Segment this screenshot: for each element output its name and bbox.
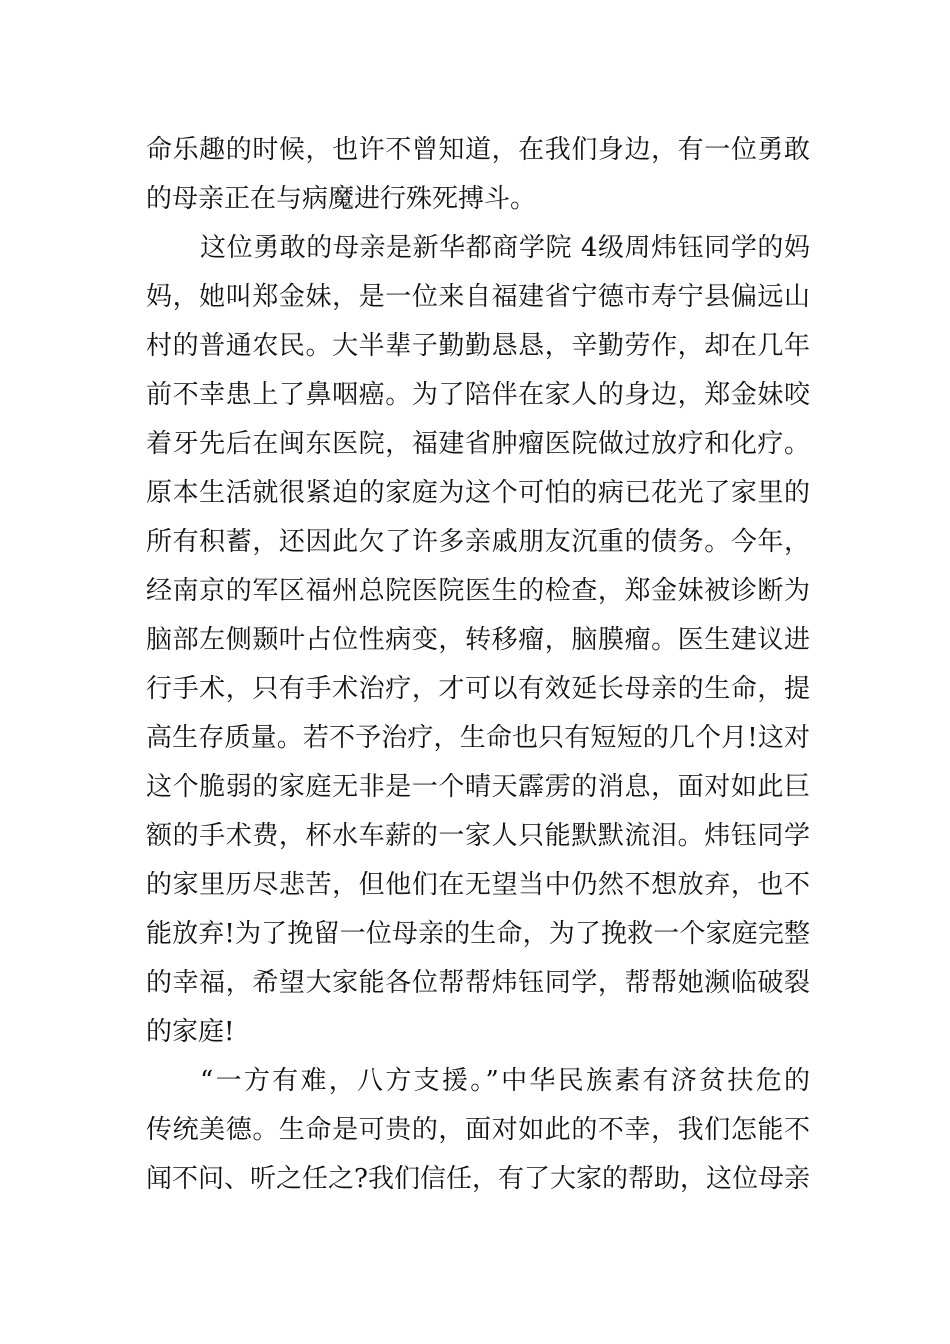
text-line: 所有积蓄，还因此欠了许多亲戚朋友沉重的债务。今年， — [146, 527, 810, 557]
text-line: 经南京的军区福州总院医院医生的检查，郑金妹被诊断为 — [146, 576, 810, 606]
text-line: 命乐趣的时候，也许不曾知道，在我们身边，有一位勇敢 — [146, 135, 810, 165]
text-line: 脑部左侧颞叶占位性病变，转移瘤，脑膜瘤。医生建议进 — [146, 625, 810, 655]
text-line: 村的普通农民。大半辈子勤勤恳恳，辛勤劳作，却在几年 — [146, 331, 810, 361]
text-line: 的母亲正在与病魔进行殊死搏斗。 — [146, 184, 537, 214]
text-line: 闻不问、听之任之?我们信任，有了大家的帮助，这位母亲 — [146, 1164, 810, 1194]
text-line: 的家里历尽悲苦，但他们在无望当中仍然不想放弃，也不 — [146, 870, 810, 900]
text-line: 高生存质量。若不予治疗，生命也只有短短的几个月!这对 — [146, 723, 810, 753]
text-line: 传统美德。生命是可贵的，面对如此的不幸，我们怎能不 — [146, 1115, 810, 1145]
text-line: “一方有难，八方支援。”中华民族素有济贫扶危的 — [200, 1066, 810, 1096]
text-line: 这个脆弱的家庭无非是一个晴天霹雳的消息，面对如此巨 — [146, 772, 810, 802]
text-line: 前不幸患上了鼻咽癌。为了陪伴在家人的身边，郑金妹咬 — [146, 380, 810, 410]
text-line: 的幸福，希望大家能各位帮帮炜钰同学，帮帮她濒临破裂 — [146, 968, 810, 998]
body-text — [146, 126, 810, 1204]
text-line: 行手术，只有手术治疗，才可以有效延长母亲的生命，提 — [146, 674, 810, 704]
text-line: 能放弃!为了挽留一位母亲的生命，为了挽救一个家庭完整 — [146, 919, 810, 949]
text-line: 额的手术费，杯水车薪的一家人只能默默流泪。炜钰同学 — [146, 821, 810, 851]
text-line: 这位勇敢的母亲是新华都商学院 4级周炜钰同学的妈 — [200, 233, 810, 263]
text-line: 妈，她叫郑金妹，是一位来自福建省宁德市寿宁县偏远山 — [146, 282, 810, 312]
text-line: 的家庭! — [146, 1017, 235, 1047]
text-line: 原本生活就很紧迫的家庭为这个可怕的病已花光了家里的 — [146, 478, 810, 508]
text-line: 着牙先后在闽东医院，福建省肿瘤医院做过放疗和化疗。 — [146, 429, 810, 459]
